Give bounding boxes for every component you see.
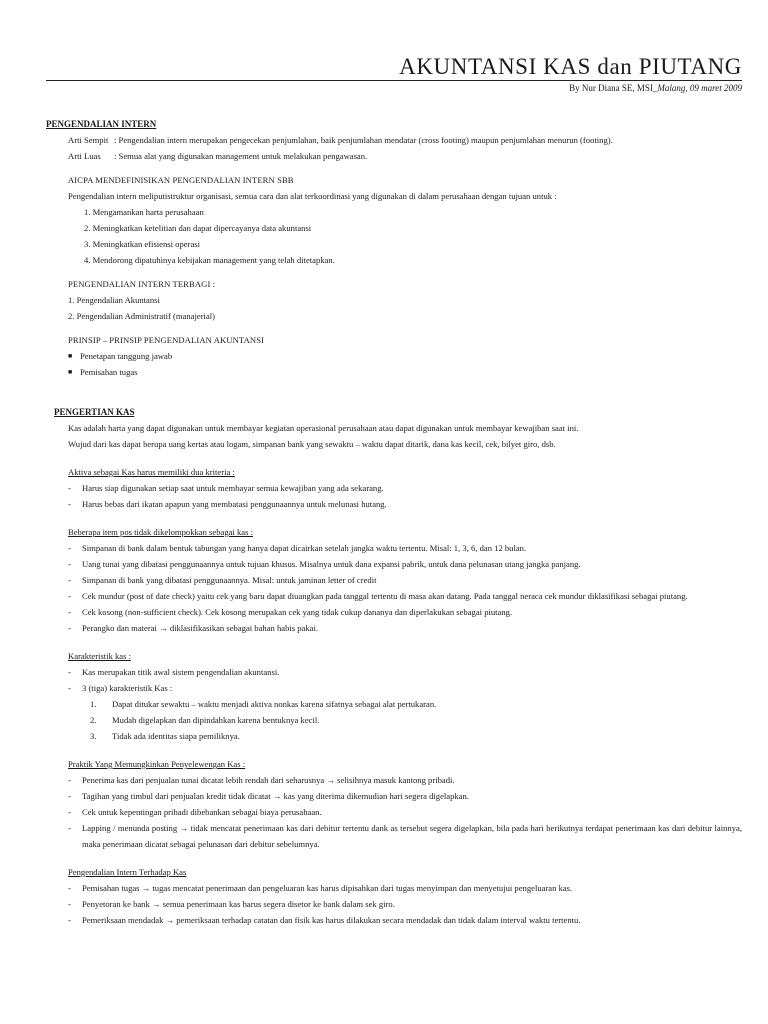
document-body bbox=[46, 116, 742, 928]
list-item: - Cek mundur (post of date check) yaitu cek yang baru dapat diuangkan pada tanggal tertentu di masa akan datang. Pada tanggal neraca cek mundur diklasifikasi sebagai piutang. bbox=[54, 588, 742, 604]
item-number: 1. bbox=[90, 699, 97, 709]
prinsip-item: Pemisahan tugas bbox=[80, 367, 138, 377]
prinsip-heading: PRINSIP – PRINSIP PENGENDALIAN AKUNTANSI bbox=[68, 335, 265, 345]
section-heading-kas: PENGERTIAN KAS bbox=[54, 407, 135, 417]
list-item: - Harus siap digunakan setiap saat untuk membayar semua kewajiban yang ada sekarang. bbox=[54, 480, 742, 496]
section-heading-pengendalian: PENGENDALIAN INTERN bbox=[46, 119, 157, 129]
pos-item: Cek kosong (non-sufficient check). Cek kosong merupakan cek yang tidak cukup dananya dan diperlakukan sebagai piutang. bbox=[82, 607, 513, 617]
aicpa-item: 4. Mendorong dipatuhinya kebijakan management yang telah ditetapkan. bbox=[84, 255, 335, 265]
pos-item: Uang tunai yang dibatasi penggunaannya untuk tujuan khusus. Misalnya untuk dana expansi pabrik, untuk dana pelunasan utang jangka panjang. bbox=[82, 559, 581, 569]
aicpa-heading: AICPA MENDEFINISIKAN PENGENDALIAN INTERN SBB bbox=[68, 175, 294, 185]
terbagi-item: 2. Pengendalian Administratif (manajerial) bbox=[68, 311, 216, 321]
list-item: - Lapping / menunda posting → tidak mencatat penerimaan kas dari debitur tertentu dank as tersebut segera digelapkan, bila pada hari berikutnya terdapat penerimaan kas dari debitur lainnya, maka penerimaan dicatat sebagai pelunasan dari debitur sebelumnya. bbox=[54, 820, 742, 852]
karakteristik-sub-item: Tidak ada identitas siapa pemiliknya. bbox=[112, 731, 240, 741]
list-item: - Cek kosong (non-sufficient check). Cek kosong merupakan cek yang tidak cukup dananya dan diperlakukan sebagai piutang. bbox=[54, 604, 742, 620]
list-item: - Harus bebas dari ikatan apapun yang membatasi penggunaannya untuk melunasi hutang. bbox=[54, 496, 742, 512]
definition-term: Arti Luas bbox=[68, 151, 101, 161]
karakteristik-sub-item: Dapat ditukar sewaktu – waktu menjadi aktiva nonkas karena sifatnya sebagai alat pertukaran. bbox=[112, 699, 437, 709]
intern-item: Pemeriksaan mendadak → pemeriksaan terhadap catatan dan fisik kas harus dilakukan secara mendadak dan tidak dalam interval waktu tertentu. bbox=[82, 915, 581, 925]
aktiva-heading: Aktiva sebagai Kas harus memiliki dua kriteria : bbox=[68, 467, 235, 477]
list-item: - Simpanan di bank yang dibatasi penggunaannya. Misal: untuk jaminan letter of credit bbox=[54, 572, 742, 588]
item-number: 2. bbox=[90, 715, 97, 725]
list-item bbox=[54, 696, 742, 712]
list-item bbox=[46, 364, 742, 380]
list-item: - Kas merupakan titik awal sistem pengendalian akuntansi. bbox=[54, 664, 742, 680]
definition-desc: : Pengendalian intern merupakan pengecekan penjumlahan, baik penjumlahan mendatar (cross footing) maupun penjumlahan menurun (footing). bbox=[114, 135, 613, 145]
list-item bbox=[54, 712, 742, 728]
list-item: - Penerima kas dari penjualan tunai dicatat lebih rendah dari seharusnya → selisihnya masuk kantong pribadi. bbox=[54, 772, 742, 788]
pos-item: Cek mundur (post of date check) yaitu cek yang baru dapat diuangkan pada tanggal tertentu di masa akan datang. Pada tanggal neraca cek mundur diklasifikasi sebagai piutang. bbox=[82, 591, 688, 601]
karakteristik-item: Kas merupakan titik awal sistem pengendalian akuntansi. bbox=[82, 667, 280, 677]
aktiva-item: Harus bebas dari ikatan apapun yang membatasi penggunaannya untuk melunasi hutang. bbox=[82, 499, 387, 509]
definition-row bbox=[46, 148, 742, 164]
intern-item: Penyetoran ke bank → semua penerimaan kas harus segera disetor ke bank dalam sek giro. bbox=[82, 899, 395, 909]
title-divider bbox=[46, 80, 742, 81]
aktiva-item: Harus siap digunakan setiap saat untuk membayar semua kewajiban yang ada sekarang. bbox=[82, 483, 384, 493]
aicpa-intro: Pengendalian intern meliputistruktur organisasi, semua cara dan alat terkoordinasi yang digunakan di dalam perusahaan dengan tujuan untuk : bbox=[68, 191, 557, 201]
list-item: - Tagihan yang timbul dari penjualan kredit tidak dicatat → kas yang diterima dikemudian hari segera digelapkan. bbox=[54, 788, 742, 804]
list-item bbox=[46, 348, 742, 364]
list-item: - Pemeriksaan mendadak → pemeriksaan terhadap catatan dan fisik kas harus dilakukan secara mendadak dan tidak dalam interval waktu tertentu. bbox=[54, 912, 742, 928]
list-item: - Simpanan di bank dalam bentuk tabungan yang hanya dapat dicairkan setelah jangka waktu tertentu. Misal: 1, 3, 6, dan 12 bulan. bbox=[54, 540, 742, 556]
definition-desc: : Semua alat yang digunakan management untuk melakukan pengawasan. bbox=[114, 151, 368, 161]
title-text: AKUNTANSI KAS dan PIUTANG bbox=[399, 54, 742, 79]
praktik-item: Tagihan yang timbul dari penjualan kredit tidak dicatat → kas yang diterima dikemudian hari segera digelapkan. bbox=[82, 791, 469, 801]
document-title bbox=[399, 54, 742, 80]
prinsip-item: Penetapan tanggung jawab bbox=[80, 351, 173, 361]
list-item: - Uang tunai yang dibatasi penggunaannya untuk tujuan khusus. Misalnya untuk dana expansi pabrik, untuk dana pelunasan utang jangka panjang. bbox=[54, 556, 742, 572]
terbagi-item: 1. Pengendalian Akuntansi bbox=[68, 295, 160, 305]
square-bullet-icon: ■ bbox=[68, 352, 73, 360]
byline-author: By Nur Diana SE, MSI_ bbox=[569, 83, 658, 93]
square-bullet-icon: ■ bbox=[68, 368, 73, 376]
list-item: - Penyetoran ke bank → semua penerimaan kas harus segera disetor ke bank dalam sek giro. bbox=[54, 896, 742, 912]
list-item: - Perangko dan materai → diklasifikasikan sebagai bahan habis pakai. bbox=[54, 620, 742, 636]
pos-item: Simpanan di bank yang dibatasi penggunaannya. Misal: untuk jaminan letter of credit bbox=[82, 575, 377, 585]
section-kas bbox=[46, 404, 742, 928]
definition-row bbox=[46, 132, 742, 148]
byline bbox=[569, 83, 742, 93]
terbagi-heading: PENGENDALIAN INTERN TERBAGI : bbox=[68, 279, 216, 289]
pos-item: Simpanan di bank dalam bentuk tabungan yang hanya dapat dicairkan setelah jangka waktu tertentu. Misal: 1, 3, 6, dan 12 bulan. bbox=[82, 543, 527, 553]
list-item: - Pemisahan tugas → tugas mencatat penerimaan dan pengeluaran kas harus dipisahkan dari tugas menyimpan dan menyetujui pengeluaran kas. bbox=[54, 880, 742, 896]
praktik-item: Lapping / menunda posting → tidak mencatat penerimaan kas dari debitur tertentu dank as tersebut segera digelapkan, bila pada hari berikutnya terdapat penerimaan kas dari debitur lainnya, maka penerimaan dicatat sebagai pelunasan dari debitur sebelumnya. bbox=[82, 823, 742, 849]
aicpa-item: 3. Meningkatkan efisiensi operasi bbox=[84, 239, 200, 249]
karakteristik-heading: Karakteristik kas : bbox=[68, 651, 132, 661]
pos-item: Perangko dan materai → diklasifikasikan sebagai bahan habis pakai. bbox=[82, 623, 319, 633]
byline-place-date: Malang, 09 maret 2009 bbox=[657, 83, 742, 93]
aicpa-item: 1. Mengamankan harta perusahaan bbox=[84, 207, 204, 217]
karakteristik-item: 3 (tiga) karakteristik Kas : bbox=[82, 683, 173, 693]
praktik-heading: Praktik Yang Memungkinkan Penyelewengan Kas : bbox=[68, 759, 246, 769]
list-item: - Cek untuk kepentingan pribadi dibebankan sebagai biaya perusahaan. bbox=[54, 804, 742, 820]
intern-heading: Pengendalian Intern Terhadap Kas bbox=[68, 867, 187, 877]
kas-paragraph: Kas adalah harta yang dapat digunakan untuk membayar kegiatan operasional perusahaan atau dapat digunakan untuk membayar kewajiban saat ini. bbox=[68, 423, 579, 433]
aicpa-item: 2. Meningkatkan ketelitian dan dapat dipercayanya data akuntansi bbox=[84, 223, 312, 233]
item-number: 3. bbox=[90, 731, 97, 741]
karakteristik-sub-item: Mudah digelapkan dan dipindahkan karena bentuknya kecil. bbox=[112, 715, 320, 725]
list-item: - 3 (tiga) karakteristik Kas : bbox=[54, 680, 742, 696]
list-item bbox=[54, 728, 742, 744]
praktik-item: Penerima kas dari penjualan tunai dicatat lebih rendah dari seharusnya → selisihnya masuk kantong pribadi. bbox=[82, 775, 455, 785]
pos-heading: Beberapa item pos tidak dikelompokkan sebagai kas : bbox=[68, 527, 253, 537]
praktik-item: Cek untuk kepentingan pribadi dibebankan sebagai biaya perusahaan. bbox=[82, 807, 322, 817]
intern-item: Pemisahan tugas → tugas mencatat penerimaan dan pengeluaran kas harus dipisahkan dari tugas menyimpan dan menyetujui pengeluaran kas. bbox=[82, 883, 573, 893]
kas-paragraph: Wujud dari kas dapat berupa uang kertas atau logam, simpanan bank yang sewaktu – waktu dapat ditarik, dana kas kecil, cek, bilyet giro, dsb. bbox=[68, 439, 556, 449]
definition-term: Arti Sempit bbox=[68, 135, 109, 145]
